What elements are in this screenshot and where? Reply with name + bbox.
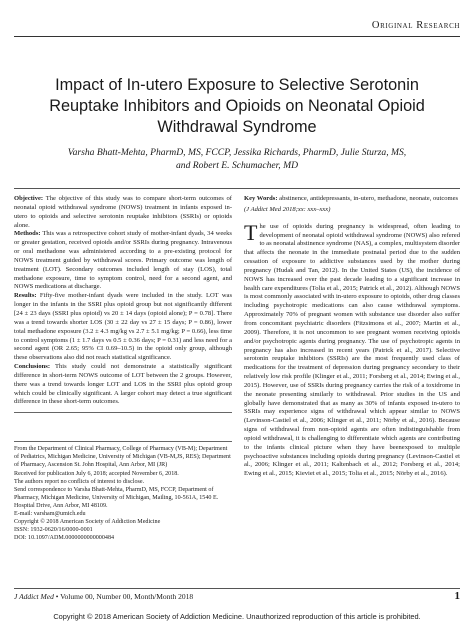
footer-rule	[14, 588, 460, 589]
footnote-conflicts: The authors report no conflicts of interest to disclose.	[14, 478, 145, 485]
abstract-methods	[14, 230, 232, 292]
results-text: Fifty-five mother-infant dyads were included in the study. LOT was longer in the infants in the SSRI plus opioid group but not significantly different [24 ± 23 days (SSRI plus opioid) vs 20 ± 14 days (opioid alone); P = 0.78]. There was a trend towards shorter LOS (30 ± 22 day vs 27 ± 15 days; P = 0.86), lower total methadone exposure (3.2 ± 4.3 mg/kg vs 2.7 ± 5.1 mg/kg; P = 0.66), less time to control symptoms (1 ± 1.7 days vs 0.5 ± 0.36 days; P = 0.31) and less need for a second agent (OR 2.65; 95% CI 0.69–10.5) in the opioid only group, although these observations also did not reach statistical significance.	[14, 292, 232, 362]
footnote-email: E-mail: varsham@umich.edu	[14, 511, 86, 517]
conclusions-label: Conclusions:	[14, 363, 51, 371]
header-rule	[14, 36, 460, 37]
abstract-box	[14, 195, 232, 413]
title-divider	[14, 188, 460, 189]
results-label: Results:	[14, 292, 37, 300]
right-column	[244, 195, 460, 479]
footnote-affiliations: From the Department of Clinical Pharmacy, College of Pharmacy (VB-M); Department of Pediatrics, Michigan Medicine, University of Michigan (VB-M,JS, RES); Department of Pharmacy, Ascension St. John Hospital, Ann Arbor, MI (JR)	[14, 446, 231, 469]
footnote-doi: DOI: 10.1097/ADM.0000000000000484	[14, 535, 115, 542]
section-label: Original Research	[371, 20, 460, 31]
article-title: Impact of In-utero Exposure to Selective Serotonin Reuptake Inhibitors and Opioids on Neonatal Opioid Withdrawal Syndrome	[49, 76, 425, 136]
journal-name: J Addict Med	[14, 592, 54, 601]
footnote-received: Received for publication July 6, 2018; accepted November 6, 2018.	[14, 470, 179, 477]
objective-label: Objective:	[14, 195, 44, 202]
author-list	[30, 146, 444, 172]
body-paragraph	[244, 219, 460, 479]
keywords-text: abstinence, antidepressants, in-utero, methadone, neonate, outcomes	[277, 195, 459, 202]
footnotes	[14, 445, 232, 542]
left-column	[14, 195, 232, 542]
authors-line-1: Varsha Bhatt-Mehta, PharmD, MS, FCCP, Jessika Richards, PharmD, Julie Sturza, MS,	[67, 147, 407, 158]
conclusions-text: This study could not demonstrate a statistically significant difference in short-term NOWS outcome of LOT between the 2 groups. However, there was a trend towards longer LOT and LOS in the SSRI plus opioid group which could be clinically significant. A larger cohort may detect a true significant difference in these short-term outcomes.	[14, 363, 232, 406]
keywords-label: Key Words:	[244, 195, 278, 202]
abstract-results	[14, 292, 232, 363]
footnote-rule	[14, 441, 232, 442]
volume-info: • Volume 00, Number 00, Month/Month 2018	[53, 592, 194, 601]
methods-label: Methods:	[14, 230, 41, 238]
body-text: he use of opioids during pregnancy is widespread, often leading to development of neonatal opioid withdrawal syndrome (NOWS) also refered to as neonatal abstinence syndrome (NAS), a complex, multisystem disorder that affects the neonate in the immediate postnatal period due to the sudden cessation of exposure to addictive substances used by the mother during pregnancy (Hudak and Tan, 2012). In the United States (US), the incidence of NOWS has increased over the past decade leading to a significant increase in health care expenditures (Tolia et al., 2015; Patrick et al., 2012). Although NOWS is most commonly associated with in-utero exposure to opioids, other drug classes including psychotropic medications can also cause withdrawal symptoms. Approximately 70% of pregnant women with substance use disorder also suffer from concomitant psychiatric disorders (Fitzsimons et al., 2007; Martin et al., 2009). Therefore, it is not uncommon to see pregnant women receiving opioids and/or psychotropic agents during pregnancy. The use of psychotropic agents in pregnancy has also increased in recent years (Patrick et al., 2017). Selective serotonin reuptake inhibitors (SSRIs) are the most frequently used class of medications for the treatment of depression during pregnancy secondary to their relatively low risk profile (Klinger et al., 2011; Forsberg et al., 2014; Ewing et al., 2015). However, use of SSRIs during pregnancy carries the risk of a toxidrome in the neonate presenting similarly to withdrawal. Prior studies in the US and globally have demonstrated that as many as 30% of infants exposed in-utero to SSRIs may experience signs of withdrawal which appear similar to NOWS (Levinson-Castiel et al., 2006; Klinger et al., 2011; Nörby et al., 2016). Because signs of withdrawal from non-opioid agents are often indistinguishable from opioid withdrawal, it is challenging to differentiate which agents are contributing to the infants clinical picture when they have beenexposed to multiple psychoactive substances including opioids during pregnancy (Levinson-Castiel et al., 2006; Klinger et al., 2011; Kaltenbach et al., 2012; Forsberg et al., 2014; Ewing et al., 2015; Kieviet et al., 2015; Tolia et al., 2015; Nörby et al., 2016).	[244, 222, 460, 478]
objective-text: The objective of this study was to compare short-term outcomes of neonatal opioid withdrawal syndrome (NOWS) treatment in infants exposed in-utero to opioids and selective serotonin reuptake inhibitors (SSRIs) or opioids alone.	[14, 195, 232, 229]
keywords	[244, 195, 460, 204]
abstract-objective	[14, 195, 232, 230]
journal-citation: (J Addict Med 2018;xx: xxx–xxx)	[244, 205, 331, 213]
page-number: 1	[454, 590, 460, 602]
footnote-copyright: Copyright © 2018 American Society of Addiction Medicine	[14, 519, 161, 526]
footnote-correspondence: Send correspondence to Varsha Bhatt-Mehta, PharmD, MS, FCCP, Department of Pharmacy, Michigan Medicine, University of Michigan, Mailing, 10-561A, 1540 E. Hospital Drive, Ann Arbor, MI 48109.	[14, 486, 219, 509]
authors-line-2: and Robert E. Schumacher, MD	[175, 160, 299, 171]
copyright-notice: Copyright © 2018 American Society of Addiction Medicine. Unauthorized reproduction of this article is prohibited.	[53, 612, 421, 621]
journal-footer	[14, 592, 193, 601]
methods-text: This was a retrospective cohort study of mother-infant dyads, 34 weeks or greater gestation, received opioids and/or SSRIs during pregnancy. Intravenous or oral methadone was administered according to a pre-existing protocol for NOWS treatment guided by withdrawal scores. Primary outcome was length of treatment (LOT). Secondary outcomes included length of stay (LOS), total methadone exposure, time to symptom control, need for a second agent, and NOWS medications at discharge.	[14, 230, 232, 291]
footnote-issn: ISSN: 1932-0620/16/0000-0001	[14, 527, 93, 534]
drop-cap: T	[244, 219, 258, 245]
abstract-conclusions	[14, 363, 232, 407]
